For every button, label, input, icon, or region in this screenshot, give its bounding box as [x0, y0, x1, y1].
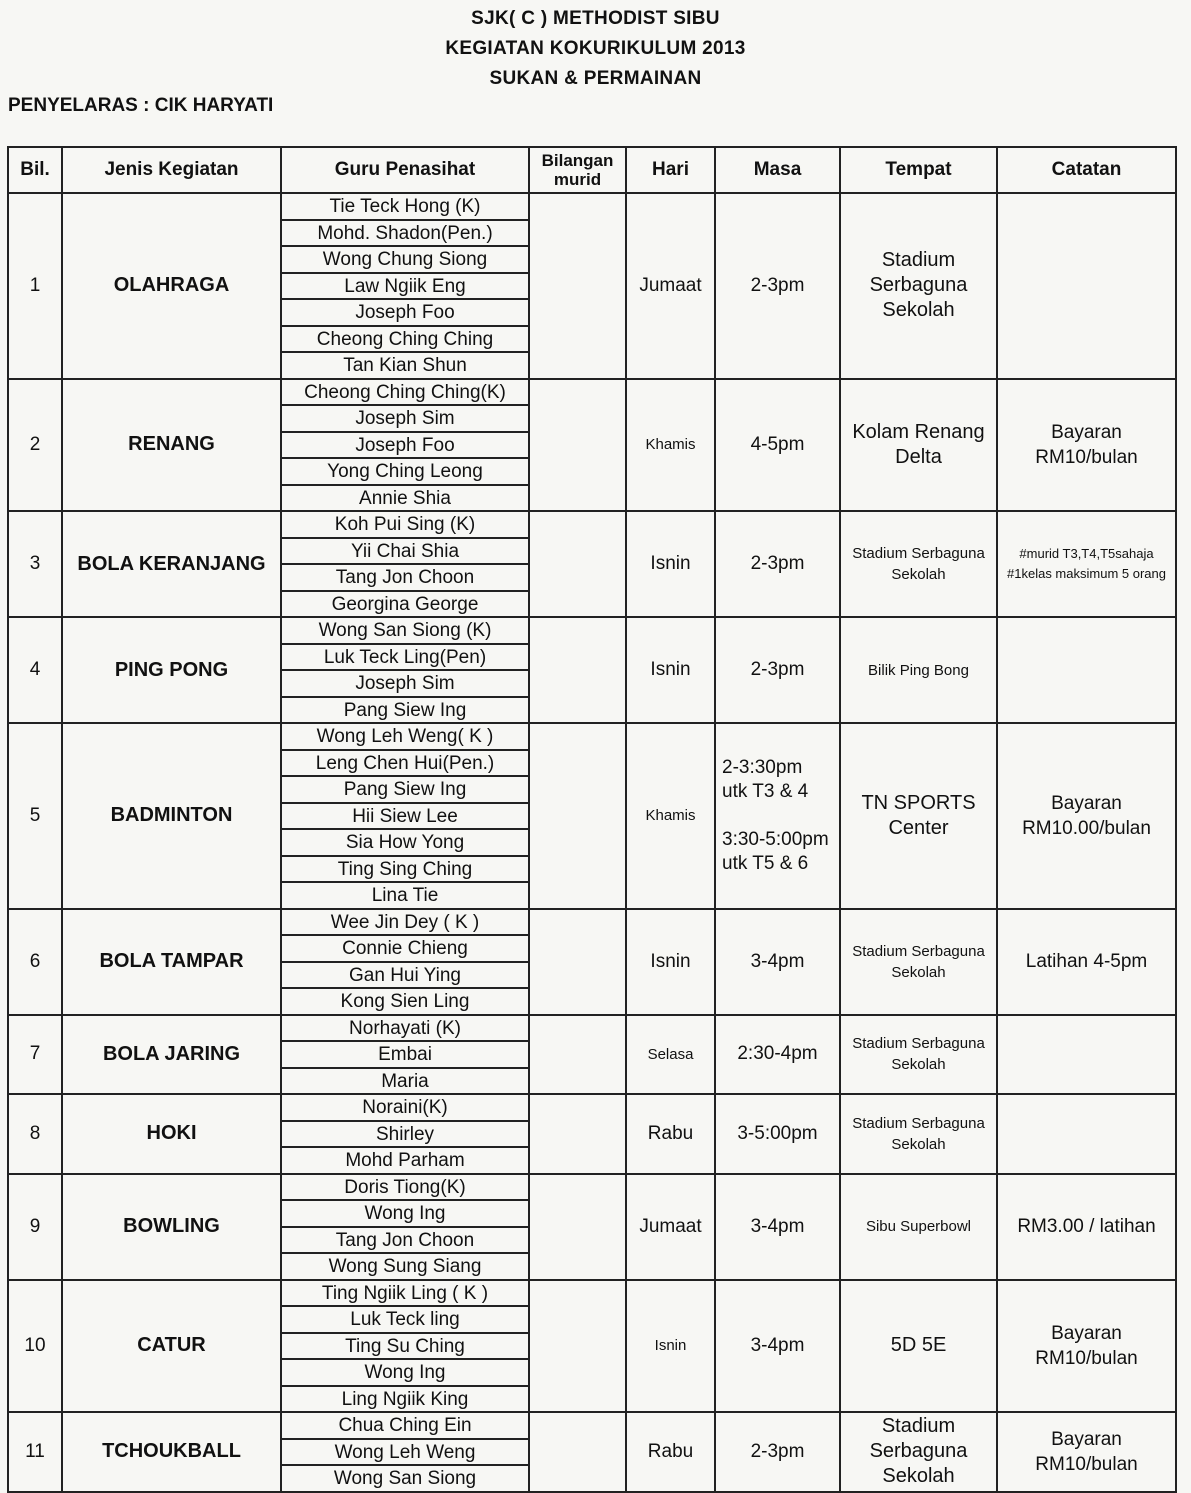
advisor-name: Ling Ngiik King	[341, 1388, 469, 1410]
time: 2-3pm	[715, 617, 840, 723]
venue: Kolam Renang Delta	[840, 379, 997, 512]
row-number: 2	[8, 379, 62, 512]
advisor-name: Pang Siew Ing	[343, 699, 467, 721]
advisor-name: Joseph Foo	[282, 433, 528, 460]
activity-name: HOKI	[62, 1094, 281, 1174]
coordinator-label: PENYELARAS : CIK HARYATI	[8, 95, 274, 116]
time: 3-4pm	[715, 1174, 840, 1280]
row-number: 5	[8, 723, 62, 909]
advisor-name: Gan Hui Ying	[282, 963, 528, 990]
student-count	[529, 617, 626, 723]
remarks: Latihan 4-5pm	[997, 909, 1176, 1015]
advisor-name: Noraini(K)	[282, 1095, 528, 1122]
student-count	[529, 193, 626, 379]
advisor-name: Cheong Ching Ching	[282, 327, 528, 354]
activity-name: TCHOUKBALL	[62, 1412, 281, 1492]
activity-name: BADMINTON	[62, 723, 281, 909]
advisor-name: Embai	[282, 1042, 528, 1069]
remarks: Bayaran RM10/bulan	[997, 1412, 1176, 1492]
col-header-bilangan: Bilangan murid	[529, 147, 626, 193]
table-row	[8, 1174, 1176, 1280]
table-row	[8, 1412, 1176, 1492]
advisor-name: Joseph Sim	[282, 406, 528, 433]
venue: Sibu Superbowl	[840, 1174, 997, 1280]
document-category: SUKAN & PERMAINAN	[489, 68, 702, 89]
time	[715, 723, 840, 909]
row-number: 7	[8, 1015, 62, 1095]
day: Jumaat	[626, 193, 715, 379]
venue: TN SPORTS Center	[840, 723, 997, 909]
advisor-name: Ting Sing Ching	[282, 857, 528, 884]
time: 3-5:00pm	[715, 1094, 840, 1174]
remarks: Bayaran RM10/bulan	[997, 1280, 1176, 1413]
activity-name: BOWLING	[62, 1174, 281, 1280]
day: Rabu	[626, 1412, 715, 1492]
day: Khamis	[626, 379, 715, 512]
table-row	[8, 1280, 1176, 1413]
remarks	[997, 193, 1176, 379]
activity-name: PING PONG	[62, 617, 281, 723]
time: 4-5pm	[715, 379, 840, 512]
advisor-name: Mohd. Shadon(Pen.)	[282, 221, 528, 248]
col-header-catatan: Catatan	[997, 147, 1176, 193]
advisor-name: Wee Jin Dey ( K )	[282, 910, 528, 937]
table-row	[8, 1094, 1176, 1174]
venue: Stadium Serbaguna Sekolah	[840, 1094, 997, 1174]
advisor-name: Wong Ing	[282, 1201, 528, 1228]
advisor-list	[281, 1280, 529, 1413]
time-line: 3:30-5:00pm	[722, 828, 829, 850]
student-count	[529, 723, 626, 909]
day: Isnin	[626, 617, 715, 723]
day: Selasa	[626, 1015, 715, 1095]
advisor-name: Leng Chen Hui(Pen.)	[282, 751, 528, 778]
row-number: 9	[8, 1174, 62, 1280]
advisor-name: Luk Teck Ling(Pen)	[282, 645, 528, 672]
student-count	[529, 1174, 626, 1280]
document-subtitle: KEGIATAN KOKURIKULUM 2013	[445, 38, 746, 59]
advisor-list	[281, 511, 529, 617]
venue: Stadium Serbaguna Sekolah	[840, 511, 997, 617]
remarks: #murid T3,T4,T5sahaja #1kelas maksimum 5 orang	[997, 511, 1176, 617]
remarks	[997, 617, 1176, 723]
advisor-name: Law Ngiik Eng	[282, 274, 528, 301]
time: 3-4pm	[715, 1280, 840, 1413]
advisor-list	[281, 1174, 529, 1280]
advisor-name: Sia How Yong	[282, 830, 528, 857]
remarks: Bayaran RM10.00/bulan	[997, 723, 1176, 909]
row-number: 4	[8, 617, 62, 723]
day: Isnin	[626, 511, 715, 617]
remarks	[997, 1015, 1176, 1095]
student-count	[529, 379, 626, 512]
advisor-name: Yong Ching Leong	[282, 459, 528, 486]
advisor-list	[281, 193, 529, 379]
table-row	[8, 723, 1176, 909]
advisor-name: Koh Pui Sing (K)	[282, 512, 528, 539]
advisor-name: Chua Ching Ein	[282, 1413, 528, 1440]
advisor-name: Tie Teck Hong (K)	[282, 194, 528, 221]
student-count	[529, 1280, 626, 1413]
activity-name: BOLA TAMPAR	[62, 909, 281, 1015]
advisor-name: Tang Jon Choon	[282, 565, 528, 592]
advisor-list	[281, 379, 529, 512]
advisor-name: Lina Tie	[371, 885, 439, 906]
remarks	[997, 1094, 1176, 1174]
time: 2-3pm	[715, 511, 840, 617]
table-row	[8, 511, 1176, 617]
time-line: utk T3 & 4	[722, 780, 809, 802]
table-row	[8, 193, 1176, 379]
advisor-name: Wong Leh Weng	[282, 1440, 528, 1467]
row-number: 8	[8, 1094, 62, 1174]
day: Isnin	[626, 909, 715, 1015]
col-header-guru: Guru Penasihat	[281, 147, 529, 193]
venue: Stadium Serbaguna Sekolah	[840, 1412, 997, 1492]
advisor-name: Mohd Parham	[345, 1150, 465, 1171]
advisor-name: Ting Ngiik Ling ( K )	[282, 1281, 528, 1308]
col-header-hari: Hari	[626, 147, 715, 193]
time-line: 2-3:30pm	[722, 756, 803, 778]
advisor-name: Ting Su Ching	[282, 1334, 528, 1361]
student-count	[529, 1412, 626, 1492]
row-number: 6	[8, 909, 62, 1015]
day: Khamis	[626, 723, 715, 909]
advisor-name: Maria	[381, 1070, 429, 1092]
advisor-list	[281, 617, 529, 723]
advisor-name: Shirley	[282, 1122, 528, 1149]
advisor-list	[281, 723, 529, 909]
col-header-tempat: Tempat	[840, 147, 997, 193]
day: Rabu	[626, 1094, 715, 1174]
advisor-list	[281, 909, 529, 1015]
row-number: 10	[8, 1280, 62, 1413]
advisor-name: Yii Chai Shia	[282, 539, 528, 566]
advisor-name: Tang Jon Choon	[282, 1228, 528, 1255]
advisor-name: Annie Shia	[359, 487, 451, 509]
row-number: 1	[8, 193, 62, 379]
time-line: utk T5 & 6	[722, 852, 809, 874]
advisor-name: Georgina George	[331, 593, 479, 615]
time: 2-3pm	[715, 193, 840, 379]
remarks: RM3.00 / latihan	[997, 1174, 1176, 1280]
time-line	[722, 804, 839, 828]
venue: Bilik Ping Bong	[840, 617, 997, 723]
document-title: SJK( C ) METHODIST SIBU	[471, 8, 720, 29]
activity-name: RENANG	[62, 379, 281, 512]
venue: Stadium Serbaguna Sekolah	[840, 1015, 997, 1095]
advisor-name: Tan Kian Shun	[343, 355, 467, 376]
advisor-name: Wong San Siong (K)	[282, 618, 528, 645]
student-count	[529, 909, 626, 1015]
col-header-jenis: Jenis Kegiatan	[62, 147, 281, 193]
advisor-name: Kong Sien Ling	[340, 991, 470, 1012]
advisor-name: Wong Leh Weng( K )	[282, 724, 528, 751]
advisor-name: Connie Chieng	[282, 936, 528, 963]
advisor-name: Cheong Ching Ching(K)	[282, 380, 528, 407]
time: 3-4pm	[715, 909, 840, 1015]
table-row	[8, 1015, 1176, 1095]
time: 2-3pm	[715, 1412, 840, 1492]
student-count	[529, 511, 626, 617]
activity-name: OLAHRAGA	[62, 193, 281, 379]
col-header-masa: Masa	[715, 147, 840, 193]
day: Isnin	[626, 1280, 715, 1413]
activity-name: BOLA JARING	[62, 1015, 281, 1095]
advisor-list	[281, 1094, 529, 1174]
advisor-name: Norhayati (K)	[282, 1016, 528, 1043]
activity-name: CATUR	[62, 1280, 281, 1413]
advisor-name: Joseph Foo	[282, 300, 528, 327]
advisor-name: Doris Tiong(K)	[282, 1175, 528, 1202]
table-row	[8, 379, 1176, 512]
row-number: 3	[8, 511, 62, 617]
advisor-list	[281, 1015, 529, 1095]
venue: Stadium Serbaguna Sekolah	[840, 193, 997, 379]
advisor-name: Joseph Sim	[282, 671, 528, 698]
advisor-name: Luk Teck ling	[282, 1307, 528, 1334]
advisor-list	[281, 1412, 529, 1492]
table-header-row	[8, 147, 1176, 193]
table-row	[8, 909, 1176, 1015]
venue: 5D 5E	[840, 1280, 997, 1413]
activity-name: BOLA KERANJANG	[62, 511, 281, 617]
student-count	[529, 1015, 626, 1095]
venue: Stadium Serbaguna Sekolah	[840, 909, 997, 1015]
advisor-name: Wong Sung Siang	[328, 1256, 482, 1277]
table-row	[8, 617, 1176, 723]
time: 2:30-4pm	[715, 1015, 840, 1095]
advisor-name: Pang Siew Ing	[282, 777, 528, 804]
advisor-name: Wong Ing	[282, 1360, 528, 1387]
advisor-name: Wong Chung Siong	[282, 247, 528, 274]
row-number: 11	[8, 1412, 62, 1492]
advisor-name: Wong San Siong	[333, 1468, 477, 1489]
remarks: Bayaran RM10/bulan	[997, 379, 1176, 512]
student-count	[529, 1094, 626, 1174]
col-header-bil: Bil.	[8, 147, 62, 193]
advisor-name: Hii Siew Lee	[282, 804, 528, 831]
activities-table	[7, 146, 1177, 1493]
day: Jumaat	[626, 1174, 715, 1280]
